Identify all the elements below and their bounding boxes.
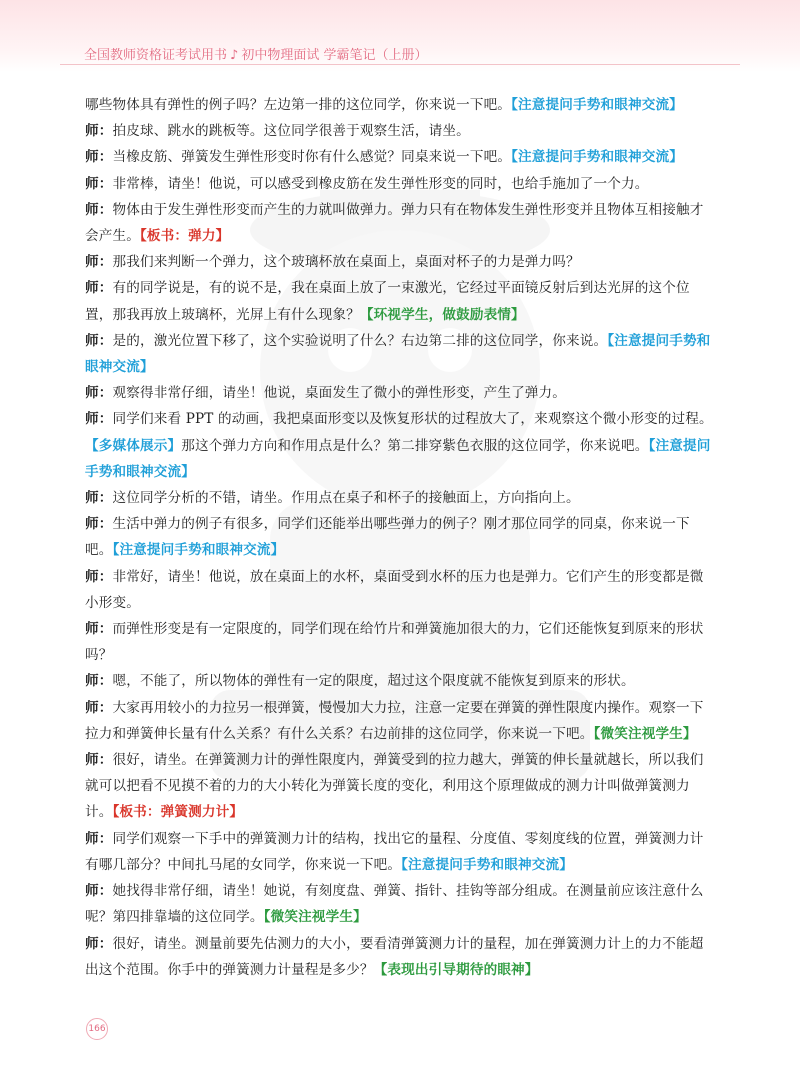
dialogue-paragraph: 哪些物体具有弹性的例子吗？左边第一排的这位同学，你来说一下吧。【注意提问手势和眼神交流】 <box>85 97 683 113</box>
stage-note: 【注意提问手势和眼神交流】 <box>511 149 683 166</box>
dialogue-paragraph: 师：非常棒，请坐！他说，可以感受到橡皮筋在发生弹性形变的同时，也给手施加了一个力。 <box>85 175 649 192</box>
header-book-title: 初中物理面试 学霸笔记（上册） <box>241 48 428 63</box>
dialogue-paragraph: 师：是的，激光位置下移了，这个实验说明了什么？右边第二排的这位同学，你来说。【注意提问手势和眼神交流】 <box>85 332 711 376</box>
stage-note: 【注意提问 <box>648 437 711 454</box>
speaker-label: 师： <box>85 568 113 585</box>
dialogue-paragraph: 师：有的同学说是，有的说不是，我在桌面上放了一束激光，它经过平面镜反射后到达光屏的这个位置，那我再放上玻璃杯，光屏上有什么现象？【环视学生，做鼓励表情】 <box>85 280 690 323</box>
dialogue-paragraph: 师：生活中弹力的例子有很多，同学们还能举出哪些弹力的例子？刚才那位同学的同桌，你来说一下吧。【注意提问手势和眼神交流】 <box>85 516 690 559</box>
header-series: 全国教师资格证考试用书 <box>84 48 228 63</box>
speaker-label: 师： <box>85 175 113 192</box>
stage-note: 眼神交流】 <box>85 359 154 376</box>
stage-note: 【环视学生，做鼓励表情】 <box>359 306 525 323</box>
dialogue-paragraph: 师：当橡皮筋、弹簧发生弹性形变时你有什么感觉？同桌来说一下吧。【注意提问手势和眼神交流】 <box>85 149 683 166</box>
speaker-label: 师： <box>85 516 113 533</box>
speaker-label: 师： <box>85 490 113 507</box>
speaker-label: 师： <box>85 883 113 900</box>
speaker-label: 师： <box>85 830 113 847</box>
dialogue-paragraph: 师：同学们来看 PPT 的动画，我把桌面形变以及恢复形状的过程放大了，来观察这个微小形变的过程。【多媒体展示】那这个弹力方向和作用点是什么？第二排穿紫色衣服的这位同学，你来说吧。【注意提问手势和眼神交流】 <box>85 411 713 480</box>
stage-note: 【表现出引导期待的眼神】 <box>373 961 539 978</box>
dialogue-paragraph: 师：这位同学分析的不错，请坐。作用点在桌子和杯子的接触面上，方向指向上。 <box>85 490 580 507</box>
speaker-label: 师： <box>85 201 113 218</box>
stage-note: 【注意提问手势和眼神交流】 <box>112 542 285 559</box>
page-header <box>0 0 800 72</box>
board-note: 【板书：弹力】 <box>139 228 230 245</box>
multimedia-note: 【多媒体展示】 <box>85 437 182 454</box>
board-note: 【板书：弹簧测力计】 <box>112 804 244 821</box>
dialogue-paragraph: 师：拍皮球、跳水的跳板等。这位同学很善于观察生活，请坐。 <box>85 123 470 140</box>
speaker-label: 师： <box>85 149 113 166</box>
dialogue-paragraph: 师：观察得非常仔细，请坐！他说，桌面发生了微小的弹性形变，产生了弹力。 <box>85 385 567 402</box>
header-separator-icon: ♪ <box>230 48 239 63</box>
stage-note: 【微笑注视学生】 <box>263 909 367 926</box>
dialogue-paragraph: 师：那我们来判断一个弹力，这个玻璃杯放在桌面上，桌面对杯子的力是弹力吗？ <box>85 254 580 271</box>
speaker-label: 师： <box>85 332 113 349</box>
page-number: 166 <box>86 1018 108 1040</box>
dialogue-paragraph: 师：同学们观察一下手中的弹簧测力计的结构，找出它的量程、分度值、零刻度线的位置，弹簧测力计有哪几部分？中间扎马尾的女同学，你来说一下吧。【注意提问手势和眼神交流】 <box>85 830 704 873</box>
dialogue-paragraph: 师：而弹性形变是有一定限度的，同学们现在给竹片和弹簧施加很大的力，它们还能恢复到原来的形状吗？ <box>85 621 704 664</box>
dialogue-paragraph: 师：她找得非常仔细，请坐！她说，有刻度盘、弹簧、指针、挂钩等部分组成。在测量前应该注意什么呢？第四排靠墙的这位同学。【微笑注视学生】 <box>85 883 704 926</box>
speaker-label: 师： <box>85 385 113 402</box>
dialogue-paragraph: 师：非常好，请坐！他说，放在桌面上的水杯，桌面受到水杯的压力也是弹力。它们产生的形变都是微小形变。 <box>85 568 704 611</box>
speaker-label: 师： <box>85 280 113 297</box>
speaker-label: 师： <box>85 621 113 638</box>
stage-note: 【注意提问手势和眼神交流】 <box>401 856 573 873</box>
dialogue-paragraph: 师：大家再用较小的力拉另一根弹簧，慢慢加大力拉，注意一定要在弹簧的弹性限度内操作。观察一下拉力和弹簧伸长量有什么关系？有什么关系？右边前排的这位同学，你来说一下吧。【微笑注视学生】 <box>85 699 704 742</box>
speaker-label: 师： <box>85 673 113 690</box>
stage-note: 【注意提问手势和眼神交流】 <box>511 97 683 113</box>
header-title <box>84 44 427 63</box>
speaker-label: 师： <box>85 254 113 271</box>
speaker-label: 师： <box>85 935 113 952</box>
stage-note: 【微笑注视学生】 <box>593 725 697 742</box>
dialogue-paragraph: 师：很好，请坐。测量前要先估测力的大小，要看清弹簧测力计的量程，加在弹簧测力计上的力不能超出这个范围。你手中的弹簧测力计量程是多少？【表现出引导期待的眼神】 <box>85 935 704 978</box>
speaker-label: 师： <box>85 123 113 140</box>
dialogue-paragraph: 师：物体由于发生弹性形变而产生的力就叫做弹力。弹力只有在物体发生弹性形变并且物体互相接触才会产生。【板书：弹力】 <box>85 201 704 245</box>
speaker-label: 师： <box>85 752 113 769</box>
stage-note: 【注意提问手势和 <box>607 332 711 349</box>
dialogue-paragraph: 师：嗯，不能了，所以物体的弹性有一定的限度，超过这个限度就不能恢复到原来的形状。 <box>85 673 635 690</box>
stage-note: 手势和眼神交流】 <box>85 463 195 480</box>
dialogue-content <box>85 92 715 983</box>
speaker-label: 师： <box>85 411 113 428</box>
speaker-label: 师： <box>85 699 113 716</box>
dialogue-paragraph: 师：很好，请坐。在弹簧测力计的弹性限度内，弹簧受到的拉力越大，弹簧的伸长量就越长，所以我们就可以把看不见摸不着的力的大小转化为弹簧长度的变化，利用这个原理做成的测力计叫做弹簧测力计。【板书：弹簧测力计】 <box>85 752 704 821</box>
